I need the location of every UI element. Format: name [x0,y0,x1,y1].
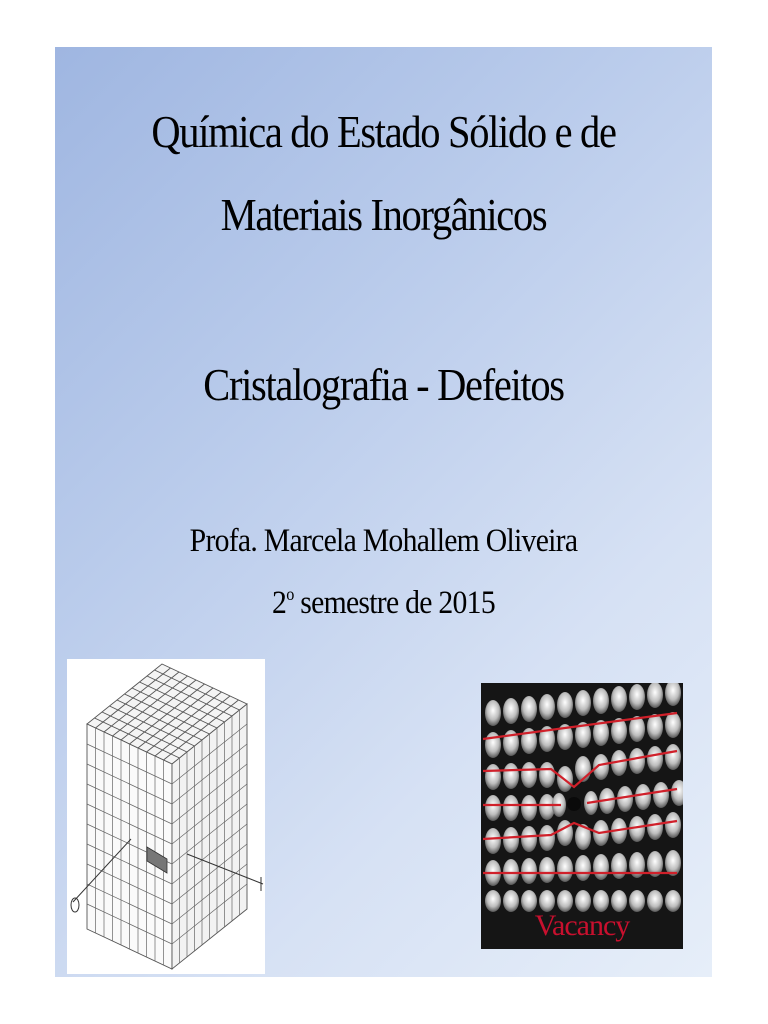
subtitle: Cristalografia - Defeitos [203,359,564,410]
title-line-1: Química do Estado Sólido e de [151,106,616,157]
author-name: Profa. Marcela Mohallem Oliveira [189,523,578,559]
semester-number: 2 [272,585,287,621]
crystal-lattice-drawing [67,659,265,974]
semester-text: semestre de 2015 [293,585,495,621]
slide [55,47,712,977]
vacancy-image [481,683,683,949]
semester-line [88,585,679,620]
title-line-2: Materiais Inorgânicos [220,189,547,240]
semester-ordinal: o [286,584,294,604]
crystal-lattice-image [67,659,265,974]
vacancy-caption: Vacancy [534,909,630,942]
